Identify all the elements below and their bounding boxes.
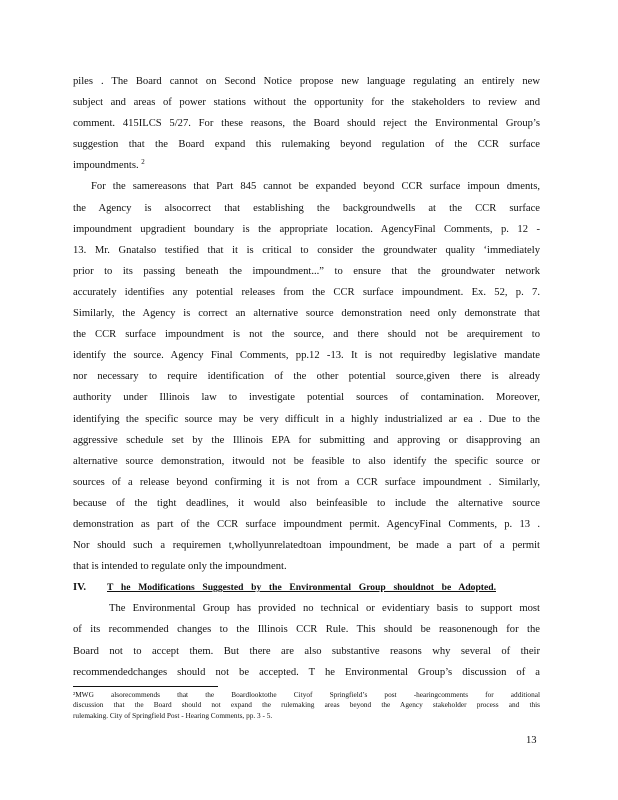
- section-title: T he Modifications Suggested by the Environmental Group shouldnot be Adopted.: [107, 582, 496, 594]
- paragraph-line: alternative source demonstration, itwould not be feasible to also identify the specific source or: [73, 455, 540, 467]
- paragraph-line: The Environmental Group has provided no technical or evidentiary basis to support most: [109, 603, 540, 615]
- footnote-divider: [73, 686, 218, 687]
- paragraph-line: identifying the specific source may be very difficult in a highly industrialized ar ea . Due to the: [73, 413, 540, 425]
- paragraph-line: For the samereasons that Part 845 cannot be expanded beyond CCR surface impoun dments,: [91, 181, 540, 193]
- paragraph-line: sources of a release beyond confirming it is not from a CCR surface impoundment . Similarly,: [73, 476, 540, 488]
- paragraph-same-reasons: [73, 176, 540, 556]
- paragraph-line: suggestion that the Board expand this rulemaking beyond regulation of the CCR surface: [73, 139, 540, 151]
- paragraph-line: recommendedchanges should not be accepted. T he Environmental Group’s discussion of a: [73, 666, 540, 678]
- paragraph-line: of its recommended changes to the Illinois CCR Rule. This should be reasonenough for the: [73, 624, 540, 636]
- paragraph-continued: [73, 71, 540, 155]
- page-number: 13: [526, 735, 537, 746]
- paragraph-line: Similarly, the Agency is correct an alternative source demonstration need only demonstrate that: [73, 308, 540, 320]
- paragraph-line: piles . The Board cannot on Second Notice propose new language regulating an entirely new: [73, 76, 540, 87]
- paragraph-line: impoundment upgradient boundary is the appropriate location. AgencyFinal Comments, p. 12 -: [73, 223, 540, 235]
- line-text: impoundments.: [73, 160, 139, 172]
- paragraph-line: comment. 415ILCS 5/27. For these reasons, the Board should reject the Environmental Group’s: [73, 118, 540, 130]
- paragraph-line: prior to its passing beneath the impoundment...” to ensure that the groundwater network: [73, 265, 540, 277]
- section-heading: [73, 577, 540, 598]
- paragraph-line: Nor should such a requiremen t,whollyunrelatedtoan impoundment, be made a part of a permit: [73, 540, 540, 552]
- paragraph-line: identify the source. Agency Final Comments, pp.12 -13. It is not requiredby legislative mandate: [73, 350, 540, 362]
- paragraph-line: the Agency is alsocorrect that establishing the backgroundwells at the CCR surface: [73, 202, 540, 214]
- footnote-line: ²MWG alsorecommends that the Boardlooktothe Cityof Springfield’s post -hearingcomments for additional: [73, 690, 540, 699]
- paragraph-line: the CCR surface impoundment is not the source, and there should not be arequirement to: [73, 329, 540, 341]
- paragraph-line: authority under Illinois law to investigate potential sources of contamination. Moreover,: [73, 392, 540, 404]
- footnote-reference[interactable]: 2: [141, 158, 145, 167]
- paragraph-line: because of the tight deadlines, it would also beinfeasible to include the alternative source: [73, 497, 540, 509]
- footnote: [73, 690, 540, 721]
- paragraph-line: nor necessary to require identification of the other potential source,given there is already: [73, 371, 540, 383]
- paragraph-line: demonstration as part of the CCR surface impoundment permit. AgencyFinal Comments, p. 13 .: [73, 518, 540, 530]
- paragraph-line: [73, 155, 540, 176]
- paragraph-line: subject and areas of power stations without the opportunity for the stakeholders to review and: [73, 97, 540, 109]
- body-text: [73, 71, 540, 683]
- section-number: IV.: [73, 582, 87, 594]
- footnote-line: rulemaking. City of Springfield Post - Hearing Comments, pp. 3 - 5.: [73, 710, 273, 720]
- paragraph-line: accurately identifies any potential releases from the CCR surface impoundment. Ex. 52, p. 7.: [73, 286, 540, 298]
- footnote-line: discussion that the Board should not expand the rulemaking areas beyond the Agency stakeholder process and this: [73, 700, 540, 710]
- paragraph-line: aggressive schedule set by the Illinois EPA for submitting and approving or disapproving an: [73, 434, 540, 446]
- paragraph-line: 13. Mr. Gnatalso testified that it is critical to consider the groundwater quality ‘immediately: [73, 244, 540, 256]
- paragraph-environmental-group: [73, 598, 540, 682]
- paragraph-line: that is intended to regulate only the impoundment.: [73, 561, 287, 573]
- footnote-lines: [73, 690, 540, 711]
- paragraph-line: Board not to accept them. But there are also substantive reasons why several of their: [73, 645, 540, 657]
